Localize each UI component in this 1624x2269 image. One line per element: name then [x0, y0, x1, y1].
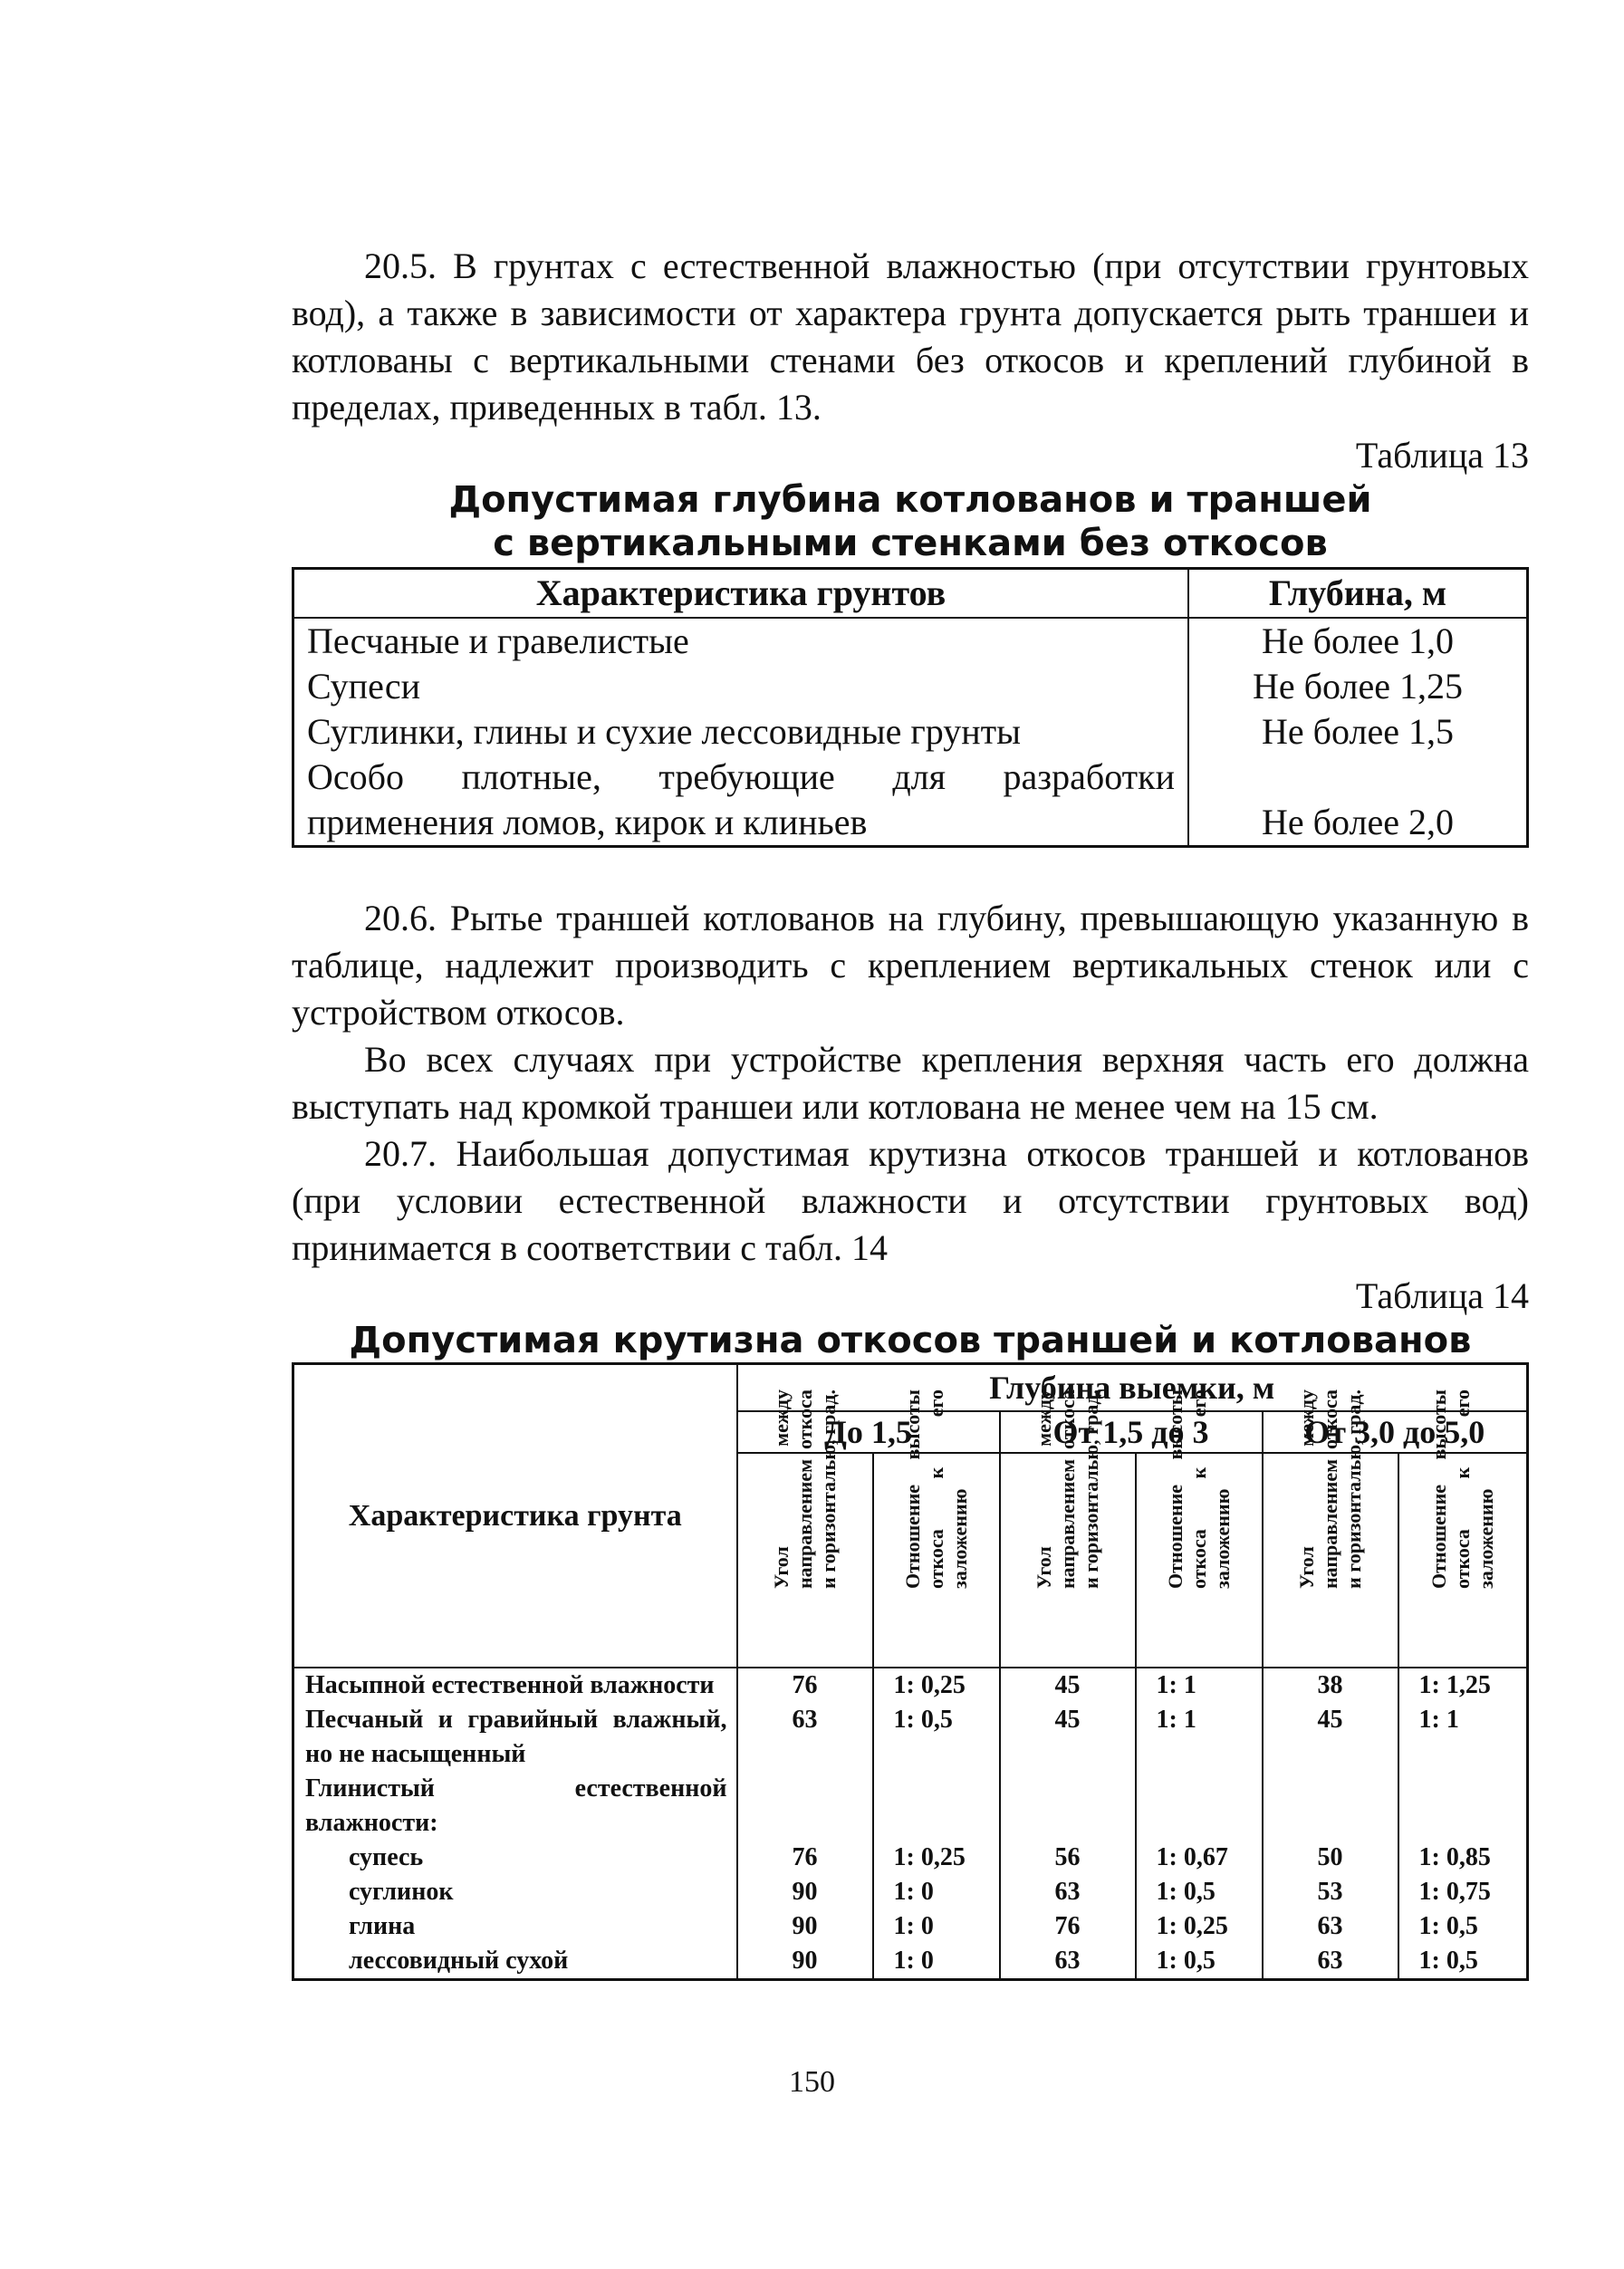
- depth-cell: Не более 2,0: [1262, 802, 1454, 842]
- ratio-cell: [873, 1772, 1000, 1841]
- ratio-cell: 1: 0: [873, 1875, 1000, 1909]
- soil-label: суглинок: [293, 1875, 737, 1909]
- angle-cell: [1263, 1772, 1398, 1841]
- subheader-ratio-text: Отношение высоты откоса к его заложению: [1427, 1389, 1497, 1589]
- soil-cell: Особо плотные, требующие для разработки применения ломов, кирок и клиньев: [293, 755, 1189, 847]
- table-row: [293, 664, 1528, 709]
- ratio-cell: 1: 1: [1136, 1703, 1263, 1772]
- table-row: [293, 1909, 1528, 1944]
- angle-cell: [1000, 1772, 1136, 1841]
- table13-title-line2: с вертикальными стенками без откосов: [493, 523, 1328, 564]
- ratio-cell: 1: 0,5: [873, 1703, 1000, 1772]
- depth-cell: Не более 1,5: [1262, 711, 1454, 752]
- angle-cell: 76: [737, 1668, 873, 1703]
- soil-label: супесь: [293, 1841, 737, 1875]
- table-row: [293, 1772, 1528, 1841]
- table13-header-soil: Характеристика грунтов: [293, 569, 1189, 619]
- ratio-cell: [1398, 1772, 1528, 1841]
- soil-label: глина: [293, 1909, 737, 1944]
- angle-cell: 63: [1263, 1944, 1398, 1980]
- subheader-angle-text: Угол между направлением откоса и горизонталью, град.: [1294, 1389, 1365, 1589]
- soil-label: Насыпной естественной влажности: [293, 1668, 737, 1703]
- angle-cell: 53: [1263, 1875, 1398, 1909]
- depth-cell: Не более 1,25: [1253, 666, 1463, 707]
- table-row: [293, 618, 1528, 664]
- paragraph-20-5: 20.5. В грунтах с естественной влажностью (при отсутствии грунтовых вод), а также в зависимости от характера грунта допускается рыть траншеи и котлованы с вертикальными стенами без откосов и креплений глубиной в пределах, приведенных в табл. 13.: [292, 245, 1529, 428]
- table-row: [293, 755, 1528, 847]
- angle-cell: 63: [1000, 1875, 1136, 1909]
- ratio-cell: 1: 0,5: [1398, 1909, 1528, 1944]
- soil-cell: Суглинки, глины и сухие лессовидные грунты: [293, 709, 1189, 755]
- angle-cell: [737, 1772, 873, 1841]
- table-row: [293, 1703, 1528, 1772]
- ratio-cell: 1: 0,5: [1136, 1875, 1263, 1909]
- soil-cell: Песчаные и гравелистые: [293, 618, 1189, 664]
- subheader-ratio: [873, 1389, 1000, 1668]
- table14-header-depth: Глубина выемки, м: [737, 1364, 1528, 1412]
- paragraph-fastening: Во всех случаях при устройстве крепления верхняя часть его должна выступать над кромкой траншеи или котлована не менее чем на 15 см.: [292, 1039, 1529, 1127]
- ratio-cell: 1: 0,5: [1398, 1944, 1528, 1980]
- table14-caption: Таблица 14: [1355, 1275, 1529, 1316]
- paragraph-20-6: 20.6. Рытье траншей котлованов на глубину, превышающую указанную в таблице, надлежит производить с креплением вертикальных стенок или с устройством откосов.: [292, 898, 1529, 1033]
- angle-cell: 56: [1000, 1841, 1136, 1875]
- angle-cell: 90: [737, 1944, 873, 1980]
- table-row: [293, 1875, 1528, 1909]
- ratio-cell: 1: 1,25: [1398, 1668, 1528, 1703]
- table-row: [293, 1668, 1528, 1703]
- table14-title: Допустимая крутизна откосов траншей и котлованов: [349, 1320, 1472, 1361]
- subheader-ratio: [1398, 1389, 1528, 1668]
- angle-cell: 45: [1263, 1703, 1398, 1772]
- ratio-cell: 1: 1: [1136, 1668, 1263, 1703]
- table-row: [293, 1944, 1528, 1980]
- ratio-cell: 1: 0,75: [1398, 1875, 1528, 1909]
- ratio-cell: 1: 0,25: [1136, 1909, 1263, 1944]
- table13-header-depth: Глубина, м: [1188, 569, 1528, 619]
- table14-header-characteristic: Характеристика грунта: [293, 1364, 737, 1668]
- depth-group-1: До 1,5: [737, 1411, 1000, 1453]
- table13-title-line1: Допустимая глубина котлованов и траншей: [448, 479, 1372, 521]
- angle-cell: 63: [1000, 1944, 1136, 1980]
- document-page: [292, 243, 1529, 1981]
- angle-cell: 50: [1263, 1841, 1398, 1875]
- ratio-cell: 1: 0: [873, 1909, 1000, 1944]
- soil-label: лессовидный сухой: [293, 1944, 737, 1980]
- angle-cell: 90: [737, 1875, 873, 1909]
- table13: [292, 567, 1529, 848]
- subheader-ratio: [1136, 1389, 1263, 1668]
- angle-cell: 76: [1000, 1909, 1136, 1944]
- soil-label: Глинистый естественной влажности:: [293, 1772, 737, 1841]
- soil-cell: Супеси: [293, 664, 1189, 709]
- angle-cell: 76: [737, 1841, 873, 1875]
- angle-cell: 63: [1263, 1909, 1398, 1944]
- depth-group-3: От 3,0 до 5,0: [1263, 1411, 1528, 1453]
- angle-cell: 63: [737, 1703, 873, 1772]
- paragraph-20-7: 20.7. Наибольшая допустимая крутизна откосов траншей и котлованов (при условии естественной влажности и отсутствии грунтовых вод) принимается в соответствии с табл. 14: [292, 1133, 1529, 1268]
- table13-caption: Таблица 13: [1355, 435, 1529, 476]
- subheader-ratio-text: Отношение высоты откоса к его заложению: [1163, 1389, 1234, 1589]
- subheader-angle-text: Угол между направлением откоса и горизонталью, град.: [1032, 1389, 1102, 1589]
- depth-cell: Не более 1,0: [1262, 620, 1454, 661]
- angle-cell: 45: [1000, 1668, 1136, 1703]
- ratio-cell: 1: 0,25: [873, 1668, 1000, 1703]
- depth-group-2: От 1,5 до 3: [1000, 1411, 1263, 1453]
- ratio-cell: 1: 0,5: [1136, 1944, 1263, 1980]
- table-row: [293, 1841, 1528, 1875]
- page-number: 150: [789, 2065, 835, 2099]
- subheader-ratio-text: Отношение высоты откоса к его заложению: [900, 1389, 971, 1589]
- subheader-angle-text: Угол между направлением откоса и горизонталью, град.: [769, 1389, 840, 1589]
- ratio-cell: 1: 0,25: [873, 1841, 1000, 1875]
- angle-cell: 90: [737, 1909, 873, 1944]
- ratio-cell: 1: 0: [873, 1944, 1000, 1980]
- ratio-cell: [1136, 1772, 1263, 1841]
- ratio-cell: 1: 0,67: [1136, 1841, 1263, 1875]
- table-row: [293, 709, 1528, 755]
- angle-cell: 45: [1000, 1703, 1136, 1772]
- table14: [292, 1362, 1529, 1981]
- soil-label: Песчаный и гравийный влажный, но не насыщенный: [293, 1703, 737, 1772]
- ratio-cell: 1: 1: [1398, 1703, 1528, 1772]
- angle-cell: 38: [1263, 1668, 1398, 1703]
- ratio-cell: 1: 0,85: [1398, 1841, 1528, 1875]
